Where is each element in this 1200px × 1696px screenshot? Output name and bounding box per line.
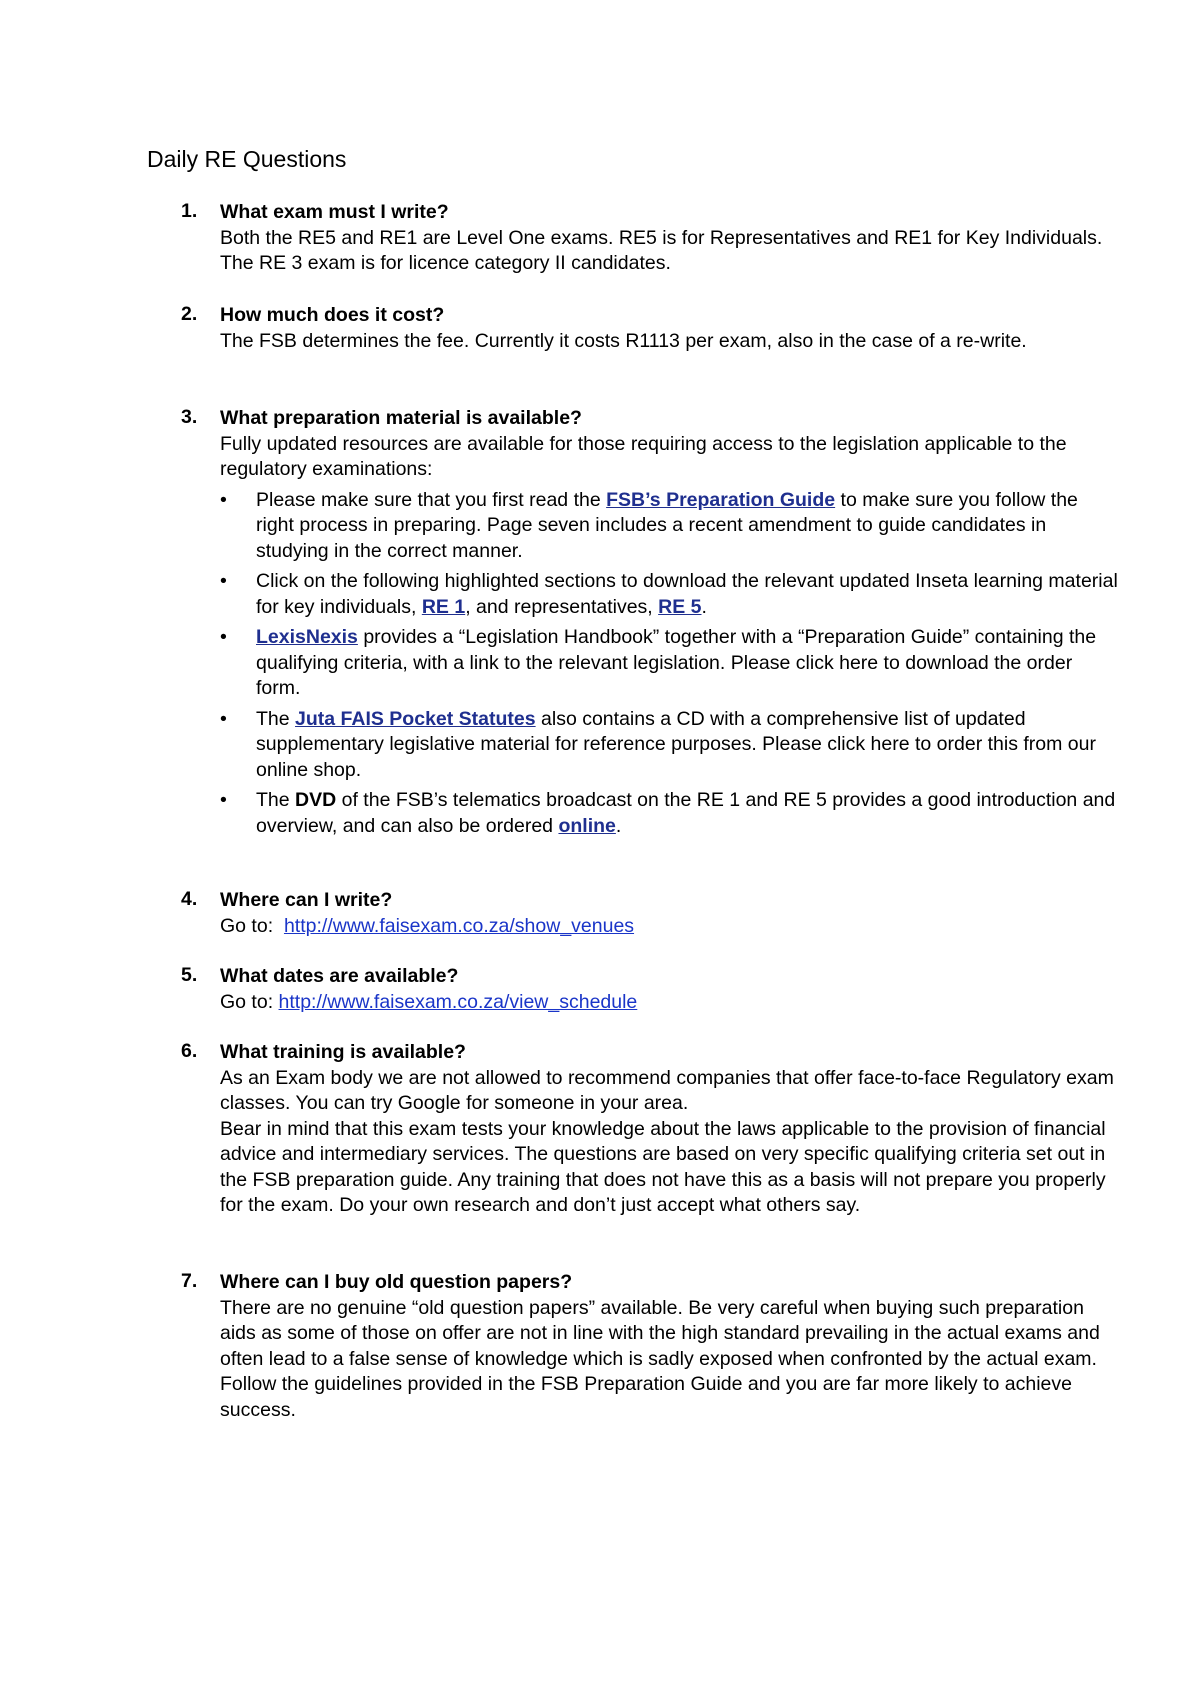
re1-link[interactable]: RE 1 [421, 595, 466, 618]
question-title: What dates are available? [220, 965, 459, 987]
list-item: • Please make sure that you first read the FSB’s Preparation Guide to make sure you follow the right process in preparing. Page seven includes a recent amendment to guide candidates in studying in the correct manner. [220, 488, 1078, 562]
list-item: • Click on the following highlighted sections to download the relevant updated Inseta learning material for key individuals, RE 1, and representatives, RE 5. [220, 570, 1118, 618]
question-title: How much does it cost? [220, 304, 445, 326]
question-title: What exam must I write? [220, 201, 449, 223]
lexisnexis-link[interactable]: LexisNexis [256, 626, 358, 648]
re5-link[interactable]: RE 5 [658, 595, 702, 618]
question-body [220, 964, 1120, 1015]
list-item: • LexisNexis provides a “Legislation Handbook” together with a “Preparation Guide” containing the qualifying criteria, with a link to the relevant legislation. Please click here to download the order form. [220, 626, 1097, 699]
answer-text: As an Exam body we are not allowed to recommend companies that offer face-to-face Regulatory exam classes. You can try Google for someone in your area. [220, 1066, 1114, 1114]
answer-text: Go to: http://www.faisexam.co.za/view_schedule [220, 990, 638, 1013]
question-body [220, 1040, 1120, 1219]
bullet-icon: • [220, 488, 227, 511]
question-body [220, 888, 1120, 939]
view-schedule-link[interactable]: http://www.faisexam.co.za/view_schedule [278, 990, 638, 1013]
question-number: 2. [181, 303, 198, 325]
question-number: 6. [181, 1040, 198, 1062]
answer-text: Bear in mind that this exam tests your knowledge about the laws applicable to the provision of financial advice and intermediary services. The questions are based on very specific qualifying criteria set out in the FSB preparation guide. Any training that does not have this as a basis will not prepare you properly for the exam. Do your own research and don’t just accept what others say. [220, 1117, 1106, 1216]
juta-fais-link[interactable]: Juta FAIS Pocket Statutes [295, 707, 536, 730]
answer-text: Both the RE5 and RE1 are Level One exams. RE5 is for Representatives and RE1 for Key Individuals. The RE 3 exam is for licence category II candidates. [220, 226, 1103, 274]
order-online-link[interactable]: online [558, 814, 616, 837]
question-body [220, 406, 1120, 844]
question-body [220, 303, 1120, 354]
answer-text: Fully updated resources are available for those requiring access to the legislation applicable to the regulatory examinations: [220, 432, 1067, 480]
question-number: 1. [181, 200, 198, 222]
resource-list [220, 488, 1120, 840]
bullet-icon: • [220, 626, 227, 648]
answer-text: Go to: http://www.faisexam.co.za/show_venues [220, 914, 635, 937]
fsb-preparation-guide-link[interactable]: FSB’s Preparation Guide [606, 488, 836, 511]
question-number: 4. [181, 888, 198, 910]
question-title: Where can I buy old question papers? [220, 1271, 573, 1293]
bullet-icon: • [220, 707, 227, 730]
answer-text: There are no genuine “old question papers” available. Be very careful when buying such preparation aids as some of those on offer are not in line with the high standard prevailing in the actual exams and often lead to a false sense of knowledge which is sadly exposed when confronted by the actual exam. Follow the guidelines provided in the FSB Preparation Guide and you are far more likely to achieve success. [220, 1296, 1100, 1421]
question-title: What preparation material is available? [220, 407, 582, 429]
show-venues-link[interactable]: http://www.faisexam.co.za/show_venues [283, 914, 635, 937]
question-body [220, 1270, 1120, 1423]
question-number: 5. [181, 964, 198, 986]
question-body [220, 200, 1120, 277]
bullet-icon: • [220, 570, 227, 592]
question-number: 7. [181, 1270, 198, 1292]
question-number: 3. [181, 406, 198, 428]
question-title: What training is available? [220, 1041, 466, 1063]
question-title: Where can I write? [220, 889, 393, 911]
page-title: Daily RE Questions [147, 146, 347, 172]
bullet-icon: • [220, 789, 227, 811]
list-item: • The DVD of the FSB’s telematics broadcast on the RE 1 and RE 5 provides a good introduction and overview, and can also be ordered online. [220, 789, 1116, 837]
answer-text: The FSB determines the fee. Currently it costs R1113 per exam, also in the case of a re-write. [220, 329, 1027, 352]
list-item: • The Juta FAIS Pocket Statutes also contains a CD with a comprehensive list of updated supplementary legislative material for reference purposes. Please click here to order this from our online shop. [220, 707, 1096, 781]
